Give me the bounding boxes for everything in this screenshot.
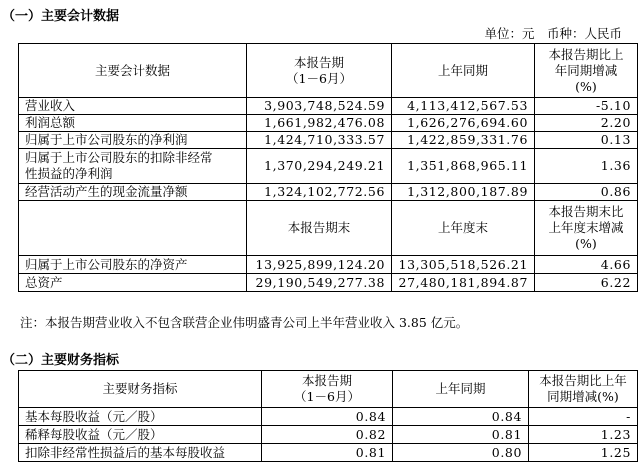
- table-row: [19, 256, 638, 274]
- row-label: 归属于上市公司股东的净资产: [19, 256, 247, 274]
- change-value: 6.22: [535, 274, 638, 292]
- prior-value: 0.81: [393, 426, 529, 444]
- prior-value: 1,422,859,331.76: [392, 132, 535, 149]
- table-header-row: [19, 44, 638, 98]
- prior-value: 1,351,868,965.11: [392, 149, 535, 184]
- table-row: [19, 426, 638, 444]
- row-label: 稀释每股收益（元／股）: [19, 426, 262, 444]
- prior-value: 0.84: [393, 408, 529, 426]
- header-prior-period: 上年同期: [392, 44, 535, 98]
- key-accounting-data-table: [18, 43, 638, 292]
- current-value: 1,324,102,772.56: [247, 184, 392, 201]
- change-value: -5.10: [535, 98, 638, 115]
- table-row: [19, 444, 638, 462]
- table-row: [19, 132, 638, 149]
- table-row: [19, 184, 638, 201]
- row-label: 利润总额: [19, 115, 247, 132]
- change-value: 0.86: [535, 184, 638, 201]
- change-value: -: [529, 408, 638, 426]
- prior-value: 13,305,518,526.21: [392, 256, 535, 274]
- change-value: 1.36: [535, 149, 638, 184]
- subheader-blank-cell: [19, 201, 247, 256]
- table-row: [19, 98, 638, 115]
- row-label: 营业收入: [19, 98, 247, 115]
- header-change-percent-2: 本报告期末比 上年度末增减 (%): [535, 201, 638, 256]
- unit-currency-line: 单位：元 币种：人民币: [484, 26, 622, 41]
- header-indicator: 主要财务指标: [19, 371, 262, 408]
- key-financial-indicators-table: [18, 370, 638, 462]
- prior-value: 27,480,181,894.87: [392, 274, 535, 292]
- current-value: 3,903,748,524.59: [247, 98, 392, 115]
- current-value: 13,925,899,124.20: [247, 256, 392, 274]
- change-value: 1.25: [529, 444, 638, 462]
- change-value: 2.20: [535, 115, 638, 132]
- current-value: 29,190,549,277.38: [247, 274, 392, 292]
- table-row: [19, 115, 638, 132]
- header-current-period: 本报告期 （1－6月）: [262, 371, 393, 408]
- header-change-percent: 本报告期比上 年同期增减 (%): [535, 44, 638, 98]
- table-subheader-row: [19, 201, 638, 256]
- prior-value: 1,626,276,694.60: [392, 115, 535, 132]
- current-value: 1,661,982,476.08: [247, 115, 392, 132]
- row-label: 总资产: [19, 274, 247, 292]
- table-row: [19, 408, 638, 426]
- table-row: [19, 149, 638, 184]
- current-value: 1,424,710,333.57: [247, 132, 392, 149]
- header-period-end: 本报告期末: [247, 201, 392, 256]
- header-prior-year-end: 上年度末: [392, 201, 535, 256]
- current-value: 0.81: [262, 444, 393, 462]
- current-value: 0.82: [262, 426, 393, 444]
- row-label: 基本每股收益（元／股）: [19, 408, 262, 426]
- current-value: 1,370,294,249.21: [247, 149, 392, 184]
- table-header-row: [19, 371, 638, 408]
- section-1-title: （一）主要会计数据: [2, 9, 120, 24]
- change-value: 4.66: [535, 256, 638, 274]
- header-current-period: 本报告期 （1－6月）: [247, 44, 392, 98]
- change-value: 1.23: [529, 426, 638, 444]
- row-label: 扣除非经常性损益后的基本每股收益: [19, 444, 262, 462]
- change-value: 0.13: [535, 132, 638, 149]
- table-row: [19, 274, 638, 292]
- row-label: 归属于上市公司股东的扣除非经常 性损益的净利润: [19, 149, 247, 184]
- table-footnote: 注：本报告期营业收入不包含联营企业伟明盛青公司上半年营业收入 3.85 亿元。: [20, 315, 469, 330]
- header-prior-period: 上年同期: [393, 371, 529, 408]
- prior-value: 0.80: [393, 444, 529, 462]
- header-change-percent: 本报告期比上年 同期增减(%): [529, 371, 638, 408]
- header-accounting-item: 主要会计数据: [19, 44, 247, 98]
- row-label: 经营活动产生的现金流量净额: [19, 184, 247, 201]
- current-value: 0.84: [262, 408, 393, 426]
- row-label: 归属于上市公司股东的净利润: [19, 132, 247, 149]
- prior-value: 4,113,412,567.53: [392, 98, 535, 115]
- section-2-title: （二）主要财务指标: [2, 353, 120, 368]
- prior-value: 1,312,800,187.89: [392, 184, 535, 201]
